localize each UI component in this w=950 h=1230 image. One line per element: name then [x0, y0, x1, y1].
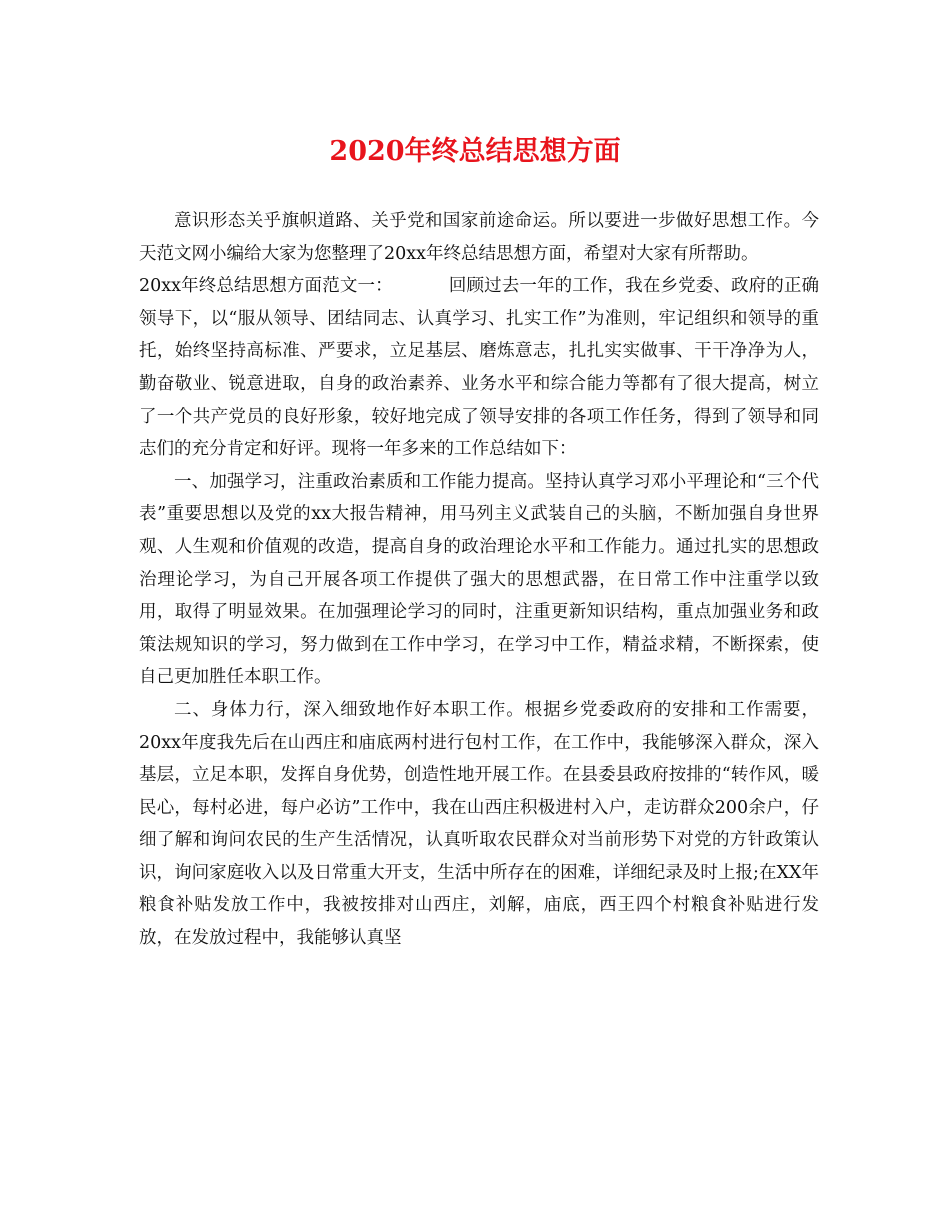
document-body [139, 205, 819, 955]
section-one-paragraph: 一、加强学习，注重政治素质和工作能力提高。坚持认真学习邓小平理论和“三个代表”重要思想以及党的xx大报告精神，用马列主义武装自己的头脑，不断加强自身世界观、人生观和价值观的改造，提高自身的政治理论水平和工作能力。通过扎实的思想政治理论学习，为自己开展各项工作提供了强大的思想武器，在日常工作中注重学以致用，取得了明显效果。在加强理论学习的同时，注重更新知识结构，重点加强业务和政策法规知识的学习，努力做到在工作中学习，在学习中工作，精益求精，不断探索，使自己更加胜任本职工作。 [139, 471, 819, 688]
section-two-paragraph: 二、身体力行，深入细致地作好本职工作。根据乡党委政府的安排和工作需要，20xx年度我先后在山西庄和庙底两村进行包村工作，在工作中，我能够深入群众，深入基层，立足本职，发挥自身优势，创造性地开展工作。在县委县政府按排的“转作风，暖民心，每村必进，每户必访”工作中，我在山西庄积极进村入户，走访群众200余户，仔细了解和询问农民的生产生活情况，认真听取农民群众对当前形势下对党的方针政策认识，询问家庭收入以及日常重大开支，生活中所存在的困难，详细纪录及时上报;在XX年粮食补贴发放工作中，我被按排对山西庄，刘解，庙底，西王四个村粮食补贴进行发放，在发放过程中，我能够认真坚 [139, 699, 819, 949]
intro-paragraph: 意识形态关乎旗帜道路、关乎党和国家前途命运。所以要进一步做好思想工作。今天范文网小编给大家为您整理了20xx年终总结思想方面，希望对大家有所帮助。 [139, 211, 819, 264]
sample-heading: 20xx年终总结思想方面范文一： [139, 276, 393, 297]
sample-paragraph [139, 270, 819, 466]
document-title: 2020年终总结思想方面 [329, 136, 621, 167]
sample-body: 回顾过去一年的工作，我在乡党委、政府的正确领导下，以“服从领导、团结同志、认真学习、扎实工作”为准则，牢记组织和领导的重托，始终坚持高标准、严要求，立足基层、磨炼意志，扎扎实实做事、干干净净为人，勤奋敬业、锐意进取，自身的政治素养、业务水平和综合能力等都有了很大提高，树立了一个共产党员的良好形象，较好地完成了领导安排的各项工作任务，得到了领导和同志们的充分肯定和好评。现将一年多来的工作总结如下： [139, 276, 820, 460]
